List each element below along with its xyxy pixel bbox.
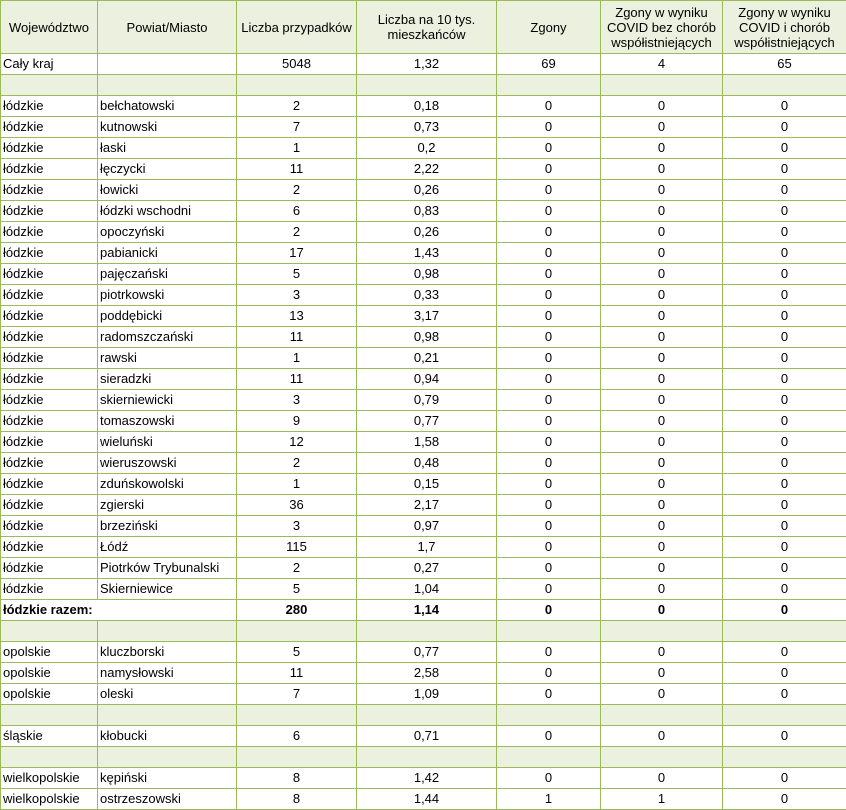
county-cell bbox=[98, 54, 237, 75]
county-cell: łowicki bbox=[98, 180, 237, 201]
header-row bbox=[1, 1, 846, 54]
county-cell: sieradzki bbox=[98, 369, 237, 390]
voivodeship-cell: śląskie bbox=[1, 726, 98, 747]
cases-cell: 5 bbox=[237, 579, 357, 600]
empty-cell bbox=[237, 705, 357, 726]
voivodeship-cell: Cały kraj bbox=[1, 54, 98, 75]
deaths-cell: 0 bbox=[497, 579, 601, 600]
empty-cell bbox=[723, 705, 846, 726]
per-10k-cell: 0,79 bbox=[357, 390, 497, 411]
per-10k-cell: 1,14 bbox=[357, 600, 497, 621]
header-deaths-without-comorbidities: Zgony w wyniku COVID bez chorób współistniejących bbox=[601, 1, 723, 54]
county-cell: oleski bbox=[98, 684, 237, 705]
deaths-cell: 0 bbox=[497, 243, 601, 264]
per-10k-cell: 1,58 bbox=[357, 432, 497, 453]
header-per-10k: Liczba na 10 tys. mieszkańców bbox=[357, 1, 497, 54]
empty-cell bbox=[237, 747, 357, 768]
voivodeship-cell: łódzkie bbox=[1, 201, 98, 222]
country-row bbox=[1, 54, 846, 75]
voivodeship-cell: opolskie bbox=[1, 684, 98, 705]
county-cell: kłobucki bbox=[98, 726, 237, 747]
county-cell: piotrkowski bbox=[98, 285, 237, 306]
empty-cell bbox=[601, 75, 723, 96]
deaths-cell: 0 bbox=[497, 390, 601, 411]
voivodeship-cell: łódzkie bbox=[1, 495, 98, 516]
county-cell: Łódź bbox=[98, 537, 237, 558]
deaths-with-comorbidities-cell: 0 bbox=[723, 684, 846, 705]
deaths-with-comorbidities-cell: 0 bbox=[723, 201, 846, 222]
deaths-without-comorbidities-cell: 0 bbox=[601, 453, 723, 474]
cases-cell: 9 bbox=[237, 411, 357, 432]
deaths-without-comorbidities-cell: 0 bbox=[601, 411, 723, 432]
deaths-cell: 0 bbox=[497, 96, 601, 117]
deaths-cell: 69 bbox=[497, 54, 601, 75]
header-voivodeship: Województwo bbox=[1, 1, 98, 54]
voivodeship-cell: łódzkie bbox=[1, 285, 98, 306]
table-row bbox=[1, 537, 846, 558]
deaths-with-comorbidities-cell: 0 bbox=[723, 579, 846, 600]
county-cell: zduńskowolski bbox=[98, 474, 237, 495]
per-10k-cell: 1,43 bbox=[357, 243, 497, 264]
deaths-cell: 0 bbox=[497, 369, 601, 390]
table-row bbox=[1, 159, 846, 180]
per-10k-cell: 1,42 bbox=[357, 768, 497, 789]
county-cell: kluczborski bbox=[98, 642, 237, 663]
spacer-row bbox=[1, 705, 846, 726]
per-10k-cell: 1,7 bbox=[357, 537, 497, 558]
deaths-with-comorbidities-cell: 0 bbox=[723, 327, 846, 348]
deaths-cell: 0 bbox=[497, 159, 601, 180]
table-row bbox=[1, 369, 846, 390]
table-body bbox=[1, 1, 846, 810]
table-row bbox=[1, 306, 846, 327]
cases-cell: 8 bbox=[237, 789, 357, 810]
cases-cell: 280 bbox=[237, 600, 357, 621]
deaths-without-comorbidities-cell: 0 bbox=[601, 684, 723, 705]
per-10k-cell: 0,26 bbox=[357, 222, 497, 243]
deaths-without-comorbidities-cell: 0 bbox=[601, 327, 723, 348]
table-row bbox=[1, 285, 846, 306]
table-row bbox=[1, 138, 846, 159]
deaths-without-comorbidities-cell: 0 bbox=[601, 222, 723, 243]
county-cell: łęczycki bbox=[98, 159, 237, 180]
table-row bbox=[1, 264, 846, 285]
cases-cell: 5 bbox=[237, 642, 357, 663]
deaths-cell: 0 bbox=[497, 180, 601, 201]
total-label: łódzkie razem: bbox=[1, 600, 237, 621]
deaths-without-comorbidities-cell: 0 bbox=[601, 201, 723, 222]
deaths-with-comorbidities-cell: 65 bbox=[723, 54, 846, 75]
empty-cell bbox=[357, 705, 497, 726]
deaths-cell: 0 bbox=[497, 768, 601, 789]
table-row bbox=[1, 180, 846, 201]
empty-cell bbox=[1, 705, 98, 726]
deaths-without-comorbidities-cell: 4 bbox=[601, 54, 723, 75]
deaths-with-comorbidities-cell: 0 bbox=[723, 306, 846, 327]
empty-cell bbox=[1, 621, 98, 642]
deaths-without-comorbidities-cell: 0 bbox=[601, 243, 723, 264]
per-10k-cell: 1,32 bbox=[357, 54, 497, 75]
county-cell: brzeziński bbox=[98, 516, 237, 537]
deaths-cell: 0 bbox=[497, 201, 601, 222]
voivodeship-cell: łódzkie bbox=[1, 159, 98, 180]
deaths-with-comorbidities-cell: 0 bbox=[723, 96, 846, 117]
table-row bbox=[1, 243, 846, 264]
cases-cell: 17 bbox=[237, 243, 357, 264]
cases-cell: 8 bbox=[237, 768, 357, 789]
table-row bbox=[1, 390, 846, 411]
per-10k-cell: 0,77 bbox=[357, 642, 497, 663]
deaths-without-comorbidities-cell: 1 bbox=[601, 789, 723, 810]
deaths-cell: 0 bbox=[497, 285, 601, 306]
voivodeship-cell: łódzkie bbox=[1, 453, 98, 474]
cases-cell: 12 bbox=[237, 432, 357, 453]
cases-cell: 3 bbox=[237, 285, 357, 306]
deaths-cell: 0 bbox=[497, 117, 601, 138]
deaths-with-comorbidities-cell: 0 bbox=[723, 600, 846, 621]
per-10k-cell: 0,18 bbox=[357, 96, 497, 117]
header-deaths: Zgony bbox=[497, 1, 601, 54]
county-cell: bełchatowski bbox=[98, 96, 237, 117]
deaths-with-comorbidities-cell: 0 bbox=[723, 285, 846, 306]
per-10k-cell: 0,94 bbox=[357, 369, 497, 390]
deaths-without-comorbidities-cell: 0 bbox=[601, 138, 723, 159]
table-row bbox=[1, 411, 846, 432]
voivodeship-cell: łódzkie bbox=[1, 369, 98, 390]
empty-cell bbox=[98, 705, 237, 726]
empty-cell bbox=[98, 747, 237, 768]
voivodeship-cell: łódzkie bbox=[1, 537, 98, 558]
per-10k-cell: 1,09 bbox=[357, 684, 497, 705]
deaths-cell: 0 bbox=[497, 306, 601, 327]
cases-cell: 2 bbox=[237, 222, 357, 243]
county-cell: zgierski bbox=[98, 495, 237, 516]
per-10k-cell: 0,33 bbox=[357, 285, 497, 306]
deaths-cell: 0 bbox=[497, 684, 601, 705]
county-cell: łaski bbox=[98, 138, 237, 159]
table-row bbox=[1, 453, 846, 474]
voivodeship-cell: łódzkie bbox=[1, 117, 98, 138]
empty-cell bbox=[497, 621, 601, 642]
deaths-without-comorbidities-cell: 0 bbox=[601, 432, 723, 453]
per-10k-cell: 2,22 bbox=[357, 159, 497, 180]
per-10k-cell: 3,17 bbox=[357, 306, 497, 327]
per-10k-cell: 0,98 bbox=[357, 327, 497, 348]
deaths-with-comorbidities-cell: 0 bbox=[723, 369, 846, 390]
empty-cell bbox=[237, 621, 357, 642]
deaths-with-comorbidities-cell: 0 bbox=[723, 726, 846, 747]
deaths-without-comorbidities-cell: 0 bbox=[601, 390, 723, 411]
voivodeship-cell: łódzkie bbox=[1, 558, 98, 579]
per-10k-cell: 0,27 bbox=[357, 558, 497, 579]
per-10k-cell: 0,15 bbox=[357, 474, 497, 495]
voivodeship-cell: łódzkie bbox=[1, 264, 98, 285]
deaths-without-comorbidities-cell: 0 bbox=[601, 579, 723, 600]
per-10k-cell: 0,97 bbox=[357, 516, 497, 537]
per-10k-cell: 0,98 bbox=[357, 264, 497, 285]
table-row bbox=[1, 768, 846, 789]
cases-cell: 11 bbox=[237, 327, 357, 348]
empty-cell bbox=[723, 75, 846, 96]
cases-cell: 3 bbox=[237, 516, 357, 537]
per-10k-cell: 1,04 bbox=[357, 579, 497, 600]
cases-cell: 2 bbox=[237, 453, 357, 474]
table-row bbox=[1, 642, 846, 663]
cases-cell: 3 bbox=[237, 390, 357, 411]
deaths-without-comorbidities-cell: 0 bbox=[601, 159, 723, 180]
empty-cell bbox=[357, 621, 497, 642]
deaths-without-comorbidities-cell: 0 bbox=[601, 516, 723, 537]
voivodeship-cell: łódzkie bbox=[1, 474, 98, 495]
empty-cell bbox=[98, 75, 237, 96]
table-row bbox=[1, 579, 846, 600]
empty-cell bbox=[357, 75, 497, 96]
table-row bbox=[1, 348, 846, 369]
deaths-with-comorbidities-cell: 0 bbox=[723, 474, 846, 495]
deaths-without-comorbidities-cell: 0 bbox=[601, 285, 723, 306]
deaths-cell: 0 bbox=[497, 222, 601, 243]
deaths-without-comorbidities-cell: 0 bbox=[601, 96, 723, 117]
empty-cell bbox=[723, 621, 846, 642]
county-cell: ostrzeszowski bbox=[98, 789, 237, 810]
deaths-with-comorbidities-cell: 0 bbox=[723, 264, 846, 285]
table-row bbox=[1, 726, 846, 747]
cases-cell: 5048 bbox=[237, 54, 357, 75]
cases-cell: 1 bbox=[237, 348, 357, 369]
deaths-without-comorbidities-cell: 0 bbox=[601, 726, 723, 747]
deaths-without-comorbidities-cell: 0 bbox=[601, 264, 723, 285]
deaths-cell: 0 bbox=[497, 348, 601, 369]
empty-cell bbox=[497, 705, 601, 726]
deaths-without-comorbidities-cell: 0 bbox=[601, 495, 723, 516]
voivodeship-cell: łódzkie bbox=[1, 138, 98, 159]
deaths-cell: 0 bbox=[497, 411, 601, 432]
table-row bbox=[1, 327, 846, 348]
table-row bbox=[1, 663, 846, 684]
deaths-cell: 0 bbox=[497, 327, 601, 348]
voivodeship-cell: łódzkie bbox=[1, 243, 98, 264]
deaths-cell: 0 bbox=[497, 432, 601, 453]
county-cell: kępiński bbox=[98, 768, 237, 789]
deaths-without-comorbidities-cell: 0 bbox=[601, 600, 723, 621]
county-cell: wieluński bbox=[98, 432, 237, 453]
cases-cell: 6 bbox=[237, 201, 357, 222]
per-10k-cell: 0,71 bbox=[357, 726, 497, 747]
county-cell: kutnowski bbox=[98, 117, 237, 138]
deaths-cell: 0 bbox=[497, 495, 601, 516]
empty-cell bbox=[1, 747, 98, 768]
county-cell: Skierniewice bbox=[98, 579, 237, 600]
cases-cell: 11 bbox=[237, 663, 357, 684]
deaths-with-comorbidities-cell: 0 bbox=[723, 180, 846, 201]
deaths-without-comorbidities-cell: 0 bbox=[601, 369, 723, 390]
county-cell: poddębicki bbox=[98, 306, 237, 327]
deaths-with-comorbidities-cell: 0 bbox=[723, 117, 846, 138]
deaths-with-comorbidities-cell: 0 bbox=[723, 243, 846, 264]
deaths-with-comorbidities-cell: 0 bbox=[723, 453, 846, 474]
voivodeship-cell: wielkopolskie bbox=[1, 789, 98, 810]
cases-cell: 11 bbox=[237, 159, 357, 180]
deaths-cell: 0 bbox=[497, 663, 601, 684]
per-10k-cell: 2,58 bbox=[357, 663, 497, 684]
deaths-with-comorbidities-cell: 0 bbox=[723, 159, 846, 180]
table-row bbox=[1, 474, 846, 495]
deaths-without-comorbidities-cell: 0 bbox=[601, 558, 723, 579]
county-cell: radomszczański bbox=[98, 327, 237, 348]
per-10k-cell: 1,44 bbox=[357, 789, 497, 810]
empty-cell bbox=[601, 621, 723, 642]
empty-cell bbox=[497, 75, 601, 96]
table-row bbox=[1, 222, 846, 243]
header-county: Powiat/Miasto bbox=[98, 1, 237, 54]
county-cell: skierniewicki bbox=[98, 390, 237, 411]
cases-cell: 36 bbox=[237, 495, 357, 516]
deaths-with-comorbidities-cell: 0 bbox=[723, 663, 846, 684]
deaths-without-comorbidities-cell: 0 bbox=[601, 768, 723, 789]
voivodeship-cell: łódzkie bbox=[1, 411, 98, 432]
deaths-with-comorbidities-cell: 0 bbox=[723, 138, 846, 159]
cases-cell: 115 bbox=[237, 537, 357, 558]
voivodeship-cell: opolskie bbox=[1, 642, 98, 663]
voivodeship-cell: łódzkie bbox=[1, 180, 98, 201]
deaths-with-comorbidities-cell: 0 bbox=[723, 348, 846, 369]
county-cell: wieruszowski bbox=[98, 453, 237, 474]
deaths-cell: 0 bbox=[497, 642, 601, 663]
deaths-cell: 0 bbox=[497, 264, 601, 285]
spacer-row bbox=[1, 621, 846, 642]
voivodeship-cell: łódzkie bbox=[1, 306, 98, 327]
empty-cell bbox=[601, 747, 723, 768]
cases-cell: 1 bbox=[237, 474, 357, 495]
spacer-row bbox=[1, 747, 846, 768]
cases-cell: 13 bbox=[237, 306, 357, 327]
header-deaths-with-comorbidities: Zgony w wyniku COVID i chorób współistniejących bbox=[723, 1, 846, 54]
deaths-without-comorbidities-cell: 0 bbox=[601, 180, 723, 201]
cases-cell: 5 bbox=[237, 264, 357, 285]
deaths-cell: 0 bbox=[497, 138, 601, 159]
table-row bbox=[1, 96, 846, 117]
voivodeship-cell: łódzkie bbox=[1, 222, 98, 243]
deaths-with-comorbidities-cell: 0 bbox=[723, 558, 846, 579]
cases-cell: 2 bbox=[237, 180, 357, 201]
cases-cell: 11 bbox=[237, 369, 357, 390]
deaths-cell: 0 bbox=[497, 537, 601, 558]
empty-cell bbox=[497, 747, 601, 768]
cases-cell: 2 bbox=[237, 96, 357, 117]
deaths-cell: 1 bbox=[497, 789, 601, 810]
deaths-with-comorbidities-cell: 0 bbox=[723, 516, 846, 537]
per-10k-cell: 0,26 bbox=[357, 180, 497, 201]
deaths-with-comorbidities-cell: 0 bbox=[723, 222, 846, 243]
table-row bbox=[1, 684, 846, 705]
deaths-cell: 0 bbox=[497, 516, 601, 537]
empty-cell bbox=[1, 75, 98, 96]
deaths-with-comorbidities-cell: 0 bbox=[723, 642, 846, 663]
deaths-with-comorbidities-cell: 0 bbox=[723, 432, 846, 453]
deaths-with-comorbidities-cell: 0 bbox=[723, 537, 846, 558]
deaths-without-comorbidities-cell: 0 bbox=[601, 348, 723, 369]
deaths-cell: 0 bbox=[497, 474, 601, 495]
county-cell: tomaszowski bbox=[98, 411, 237, 432]
deaths-without-comorbidities-cell: 0 bbox=[601, 306, 723, 327]
table-row bbox=[1, 516, 846, 537]
per-10k-cell: 0,21 bbox=[357, 348, 497, 369]
county-cell: pabianicki bbox=[98, 243, 237, 264]
cases-cell: 7 bbox=[237, 684, 357, 705]
spacer-row bbox=[1, 75, 846, 96]
voivodeship-cell: łódzkie bbox=[1, 432, 98, 453]
county-cell: namysłowski bbox=[98, 663, 237, 684]
cases-cell: 6 bbox=[237, 726, 357, 747]
voivodeship-cell: łódzkie bbox=[1, 348, 98, 369]
deaths-without-comorbidities-cell: 0 bbox=[601, 117, 723, 138]
table-row bbox=[1, 558, 846, 579]
deaths-cell: 0 bbox=[497, 726, 601, 747]
per-10k-cell: 0,83 bbox=[357, 201, 497, 222]
cases-cell: 7 bbox=[237, 117, 357, 138]
header-cases: Liczba przypadków bbox=[237, 1, 357, 54]
deaths-cell: 0 bbox=[497, 558, 601, 579]
voivodeship-cell: łódzkie bbox=[1, 516, 98, 537]
cases-cell: 1 bbox=[237, 138, 357, 159]
deaths-with-comorbidities-cell: 0 bbox=[723, 390, 846, 411]
deaths-cell: 0 bbox=[497, 453, 601, 474]
table-row bbox=[1, 201, 846, 222]
per-10k-cell: 0,77 bbox=[357, 411, 497, 432]
empty-cell bbox=[601, 705, 723, 726]
county-cell: Piotrków Trybunalski bbox=[98, 558, 237, 579]
deaths-with-comorbidities-cell: 0 bbox=[723, 768, 846, 789]
empty-cell bbox=[237, 75, 357, 96]
per-10k-cell: 0,2 bbox=[357, 138, 497, 159]
county-cell: łódzki wschodni bbox=[98, 201, 237, 222]
table-row bbox=[1, 495, 846, 516]
table-row bbox=[1, 432, 846, 453]
voivodeship-cell: łódzkie bbox=[1, 327, 98, 348]
empty-cell bbox=[357, 747, 497, 768]
total-row bbox=[1, 600, 846, 621]
deaths-cell: 0 bbox=[497, 600, 601, 621]
empty-cell bbox=[723, 747, 846, 768]
cases-cell: 2 bbox=[237, 558, 357, 579]
empty-cell bbox=[98, 621, 237, 642]
deaths-without-comorbidities-cell: 0 bbox=[601, 474, 723, 495]
per-10k-cell: 2,17 bbox=[357, 495, 497, 516]
deaths-with-comorbidities-cell: 0 bbox=[723, 411, 846, 432]
table-row bbox=[1, 789, 846, 810]
deaths-without-comorbidities-cell: 0 bbox=[601, 642, 723, 663]
table-row bbox=[1, 117, 846, 138]
voivodeship-cell: łódzkie bbox=[1, 390, 98, 411]
voivodeship-cell: opolskie bbox=[1, 663, 98, 684]
voivodeship-cell: wielkopolskie bbox=[1, 768, 98, 789]
county-cell: rawski bbox=[98, 348, 237, 369]
voivodeship-cell: łódzkie bbox=[1, 96, 98, 117]
voivodeship-cell: łódzkie bbox=[1, 579, 98, 600]
per-10k-cell: 0,48 bbox=[357, 453, 497, 474]
per-10k-cell: 0,73 bbox=[357, 117, 497, 138]
deaths-without-comorbidities-cell: 0 bbox=[601, 663, 723, 684]
deaths-with-comorbidities-cell: 0 bbox=[723, 495, 846, 516]
county-cell: opoczyński bbox=[98, 222, 237, 243]
deaths-without-comorbidities-cell: 0 bbox=[601, 537, 723, 558]
deaths-with-comorbidities-cell: 0 bbox=[723, 789, 846, 810]
county-cell: pajęczański bbox=[98, 264, 237, 285]
